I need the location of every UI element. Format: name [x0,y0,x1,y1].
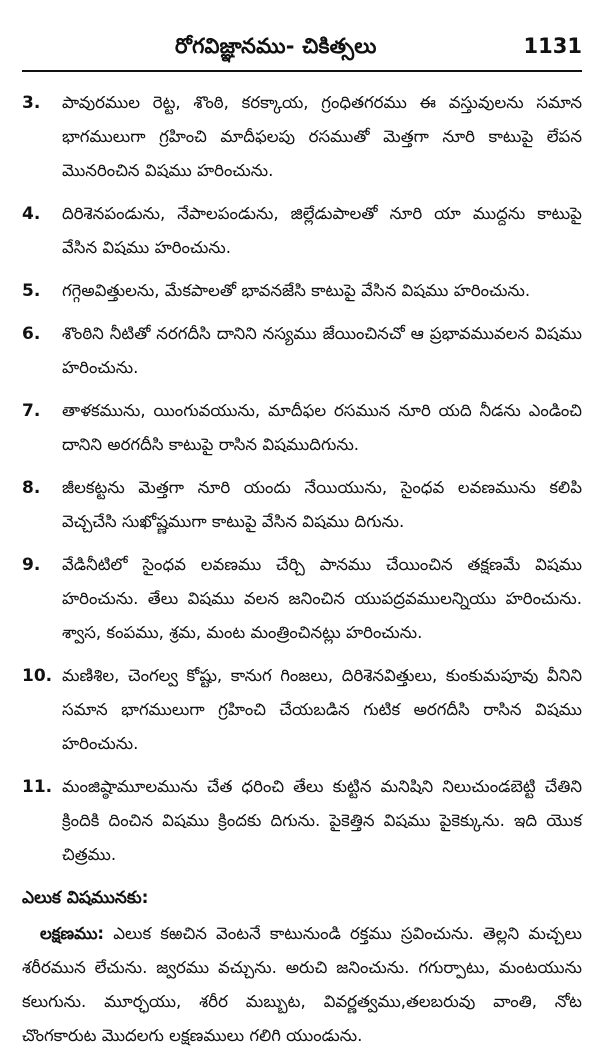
list-item [22,197,582,265]
symptoms-text: ఎలుక కఱచిన వెంటనే కాటునుండి రక్తము స్రవించును. తెల్లని మచ్చలు శరీరమున లేచును. జ్వరము వచ్చును. అరుచి జనించును. గగుర్పాటు, మంటయును కలుగును. మూర్ఛయు, శరీర మబ్బుట, వివర్ణత్వము,తలబరువు వాంతి, నోట చొంగకారుట మొదలగు లక్షణములు గలిగి యుండును. [22,924,582,1045]
page-number: 1131 [523,34,582,58]
item-text: పావురముల రెట్ట, శొంఠి, కరక్కాయ, గ్రంధితగరము ఈ వస్తువులను సమాన భాగములుగా గ్రహించి మాదీఫలపు రసముతో మెత్తగా నూరి కాటుపై లేపన మొనరించిన విషము హరించును. [62,93,582,180]
item-number: 10. [22,666,53,686]
item-text: మణిశిల, చెంగల్వ కోష్టు, కానుగ గింజలు, దిరిశెనవిత్తులు, కుంకుమపూవు వీనిని సమాన భాగములుగా గ్రహించి చేయబడిన గుటిక అరగదీసి రాసిన విషము హరించును. [62,666,582,753]
page-content [22,86,582,1053]
item-text: మంజిష్ఠామూలమును చేత ధరించి తేలు కుట్టిన మనిషిని నిలుచుండబెట్టి చేతిని క్రిందికి దించిన విషము క్రిందకు దిగును. పైకెత్తిన విషము పైకెక్కును. ఇది యొక చిత్రము. [62,777,582,864]
section-heading: ఎలుక విషమునకు: [22,888,149,908]
list-item [22,86,582,188]
list-item [22,770,582,872]
item-text: దిరిశెనపండును, నేపాలపండును, జిల్లేడుపాలతో నూరి యా ముద్దను కాటుపై వేసిన విషము హరించును. [62,204,582,257]
item-text: గగ్గెఅవిత్తులను, మేకపాలతో భావనజేసి కాటుపై వేసిన విషము హరించును. [62,281,531,300]
list-item [22,317,582,385]
list-item [22,471,582,539]
list-item [22,659,582,761]
item-text: తాళకమును, యింగువయును, మాదీఫల రసమున నూరి యది నీడను ఎండించి దానిని అరగదీసి కాటుపై రాసిన విషముదిగును. [62,401,582,454]
list-item [22,548,582,650]
item-text: శొంఠిని నీటితో నరగదీసి దానిని నస్యము జేయించినచో ఆ ప్రభావమువలన విషము హరించును. [62,324,582,377]
item-number: 7. [22,401,41,421]
item-text: జీలకట్టను మెత్తగా నూరి యందు నేయియును, సైంధవ లవణమును కలిపి వెచ్చచేసి సుఖోష్ణముగా కాటుపై వేసిన విషము దిగును. [62,478,582,531]
symptoms-label: లక్షణము: [40,924,105,943]
item-number: 4. [22,204,41,224]
running-header [0,34,600,68]
item-number: 8. [22,478,41,498]
symptoms-paragraph [22,917,582,1053]
item-number: 11. [22,777,53,797]
item-number: 9. [22,555,41,575]
list-item [22,394,582,462]
list-item [22,274,582,308]
chapter-title: రోగవిజ్ఞానము- చికిత్సలు [175,34,377,58]
item-number: 3. [22,93,41,113]
item-number: 5. [22,281,41,301]
header-rule [22,70,582,72]
item-text: వేడినీటిలో సైంధవ లవణము చేర్చి పానము చేయించిన తక్షణమే విషము హరించును. తేలు విషము వలన జనించిన యుపద్రవములన్నియు హరించును. శ్వాస, కంపము, శ్రమ, మంట మంత్రించినట్లు హరించును. [62,555,582,642]
item-number: 6. [22,324,41,344]
